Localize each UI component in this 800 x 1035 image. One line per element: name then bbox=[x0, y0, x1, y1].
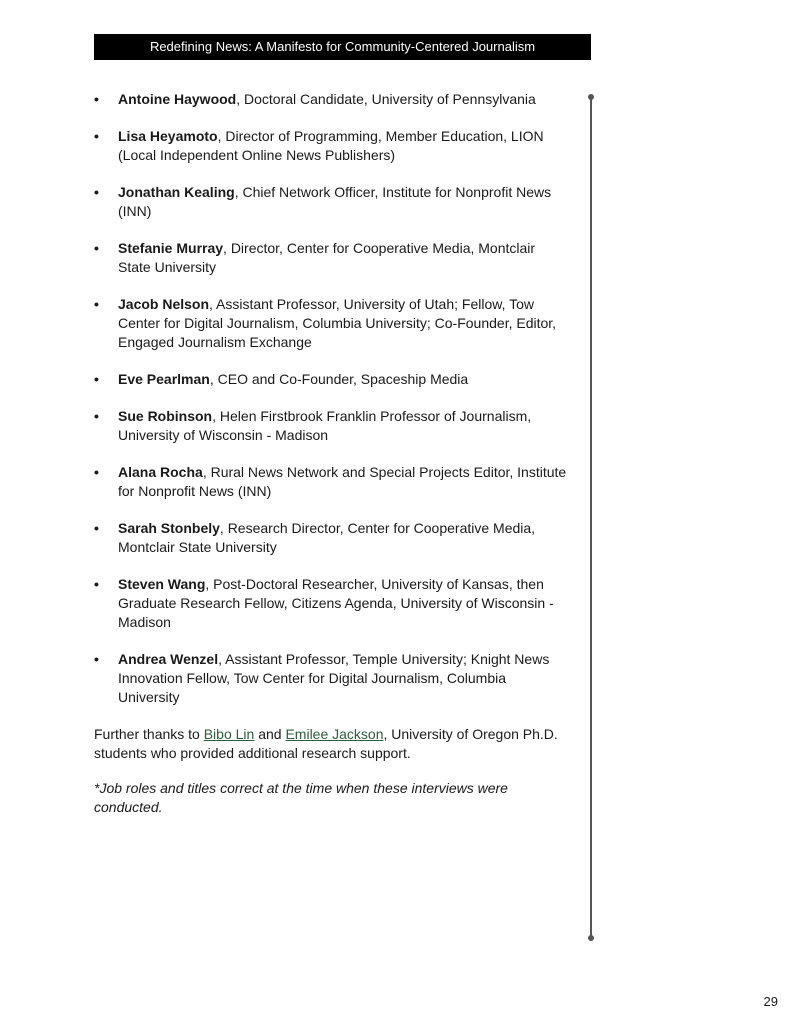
list-item bbox=[94, 183, 570, 221]
bullet: • bbox=[94, 371, 99, 387]
bullet: • bbox=[94, 408, 99, 424]
person-name: Sarah Stonbely bbox=[118, 520, 220, 536]
vertical-rule bbox=[590, 97, 592, 938]
bullet: • bbox=[94, 91, 99, 107]
bibo-lin-link[interactable]: Bibo Lin bbox=[203, 726, 255, 742]
bullet: • bbox=[94, 464, 99, 480]
person-role: , Research Director, Center for Cooperative Media, Montclair State University bbox=[118, 520, 536, 555]
list-item bbox=[94, 127, 570, 165]
vertical-rule-top-dot bbox=[588, 94, 594, 100]
person-role: , Assistant Professor, University of Utah; Fellow, Tow Center for Digital Journalism, Columbia University; Co-Founder, Editor, Engaged Journalism Exchange bbox=[118, 296, 557, 350]
list-item bbox=[94, 575, 570, 632]
person-role: , Doctoral Candidate, University of Pennsylvania bbox=[236, 91, 536, 107]
bullet: • bbox=[94, 128, 99, 144]
person-role: , Assistant Professor, Temple University; Knight News Innovation Fellow, Tow Center for Digital Journalism, Columbia University bbox=[118, 651, 550, 705]
bullet: • bbox=[94, 240, 99, 256]
person-role: , Post-Doctoral Researcher, University of Kansas, then Graduate Research Fellow, Citizens Agenda, University of Wisconsin - Madison bbox=[118, 576, 554, 630]
page-header-bar bbox=[94, 34, 591, 60]
person-name: Lisa Heyamoto bbox=[118, 128, 218, 144]
bullet: • bbox=[94, 576, 99, 592]
person-name: Stefanie Murray bbox=[118, 240, 224, 256]
person-name: Jonathan Kealing bbox=[118, 184, 235, 200]
bullet: • bbox=[94, 296, 99, 312]
thanks-prefix: Further thanks to bbox=[94, 726, 204, 742]
list-item bbox=[94, 463, 570, 501]
list-item bbox=[94, 90, 570, 109]
page-number: 29 bbox=[763, 994, 778, 1009]
footnote: *Job roles and titles correct at the time when these interviews were conducted. bbox=[94, 780, 508, 815]
contributor-list bbox=[94, 90, 570, 707]
list-item bbox=[94, 370, 570, 389]
person-name: Eve Pearlman bbox=[118, 371, 210, 387]
list-item bbox=[94, 295, 570, 352]
person-role: , Chief Network Officer, Institute for Nonprofit News (INN) bbox=[118, 184, 552, 219]
person-role: , Rural News Network and Special Projects Editor, Institute for Nonprofit News (INN) bbox=[118, 464, 567, 499]
person-name: Sue Robinson bbox=[118, 408, 213, 424]
person-name: Andrea Wenzel bbox=[118, 651, 219, 667]
thanks-suffix: , University of Oregon Ph.D. students who provided additional research support. bbox=[94, 726, 558, 761]
list-item bbox=[94, 519, 570, 557]
list-item bbox=[94, 407, 570, 445]
page-content bbox=[94, 90, 570, 817]
person-role: , Director, Center for Cooperative Media, Montclair State University bbox=[118, 240, 536, 275]
bullet: • bbox=[94, 184, 99, 200]
thanks-middle: and bbox=[254, 726, 286, 742]
list-item bbox=[94, 650, 570, 707]
bullet: • bbox=[94, 651, 99, 667]
bullet: • bbox=[94, 520, 99, 536]
person-role: , CEO and Co-Founder, Spaceship Media bbox=[209, 371, 469, 387]
thanks-paragraph bbox=[94, 725, 570, 763]
vertical-rule-bottom-dot bbox=[588, 935, 594, 941]
person-role: , Helen Firstbrook Franklin Professor of Journalism, University of Wisconsin - Madison bbox=[118, 408, 532, 443]
list-item bbox=[94, 239, 570, 277]
person-role: , Director of Programming, Member Education, LION (Local Independent Online News Publishers) bbox=[118, 128, 544, 163]
person-name: Alana Rocha bbox=[118, 464, 203, 480]
person-name: Antoine Haywood bbox=[118, 91, 237, 107]
person-name: Jacob Nelson bbox=[118, 296, 210, 312]
person-name: Steven Wang bbox=[118, 576, 206, 592]
emilee-jackson-link[interactable]: Emilee Jackson bbox=[285, 726, 384, 742]
page-header-title: Redefining News: A Manifesto for Community-Centered Journalism bbox=[149, 39, 536, 54]
